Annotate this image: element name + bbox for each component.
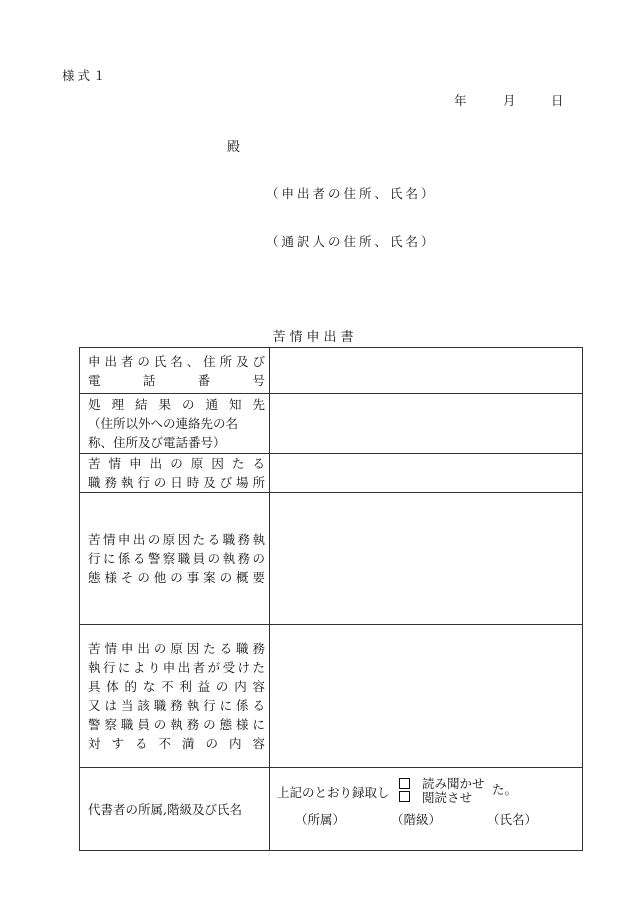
table-row <box>80 348 583 394</box>
label-line: 具体的な不利益の内容 <box>88 679 265 694</box>
label-line: 行に係る警察職員の執務の <box>88 551 265 566</box>
label-line: 称、住所及び電話番号） <box>88 435 226 450</box>
rank-label: （階級） <box>391 812 442 827</box>
label-line: （住所以外への連絡先の名 <box>88 416 239 431</box>
label-line: 職務執行の日時及び場所 <box>88 475 265 490</box>
label-incident-datetime-place <box>80 454 270 493</box>
record-suffix: た。 <box>492 782 518 797</box>
affiliation-label: （所属） <box>295 812 346 827</box>
scribe-info-cell <box>270 768 583 851</box>
label-scribe-info <box>80 768 270 851</box>
table-row <box>80 394 583 454</box>
applicant-address-name-label: （申出者の住所、氏名） <box>266 186 437 201</box>
label-line: 苦情申出の原因たる職務 <box>88 641 265 656</box>
read-aloud-checkbox[interactable] <box>399 778 410 789</box>
label-line: 又は当該職務執行に係る <box>88 698 265 713</box>
table-row <box>80 768 583 851</box>
form-number: 様式１ <box>62 68 109 83</box>
label-case-summary <box>80 493 270 625</box>
date-year-label: 年 <box>454 93 467 108</box>
table-row <box>80 625 583 768</box>
label-line: 態様その他の事案の概要 <box>88 570 265 585</box>
interpreter-address-name-label: （通訳人の住所、氏名） <box>266 234 437 249</box>
notification-address-field[interactable] <box>270 394 583 454</box>
document-title: 苦情申出書 <box>272 330 358 345</box>
label-notification-address <box>80 394 270 454</box>
scribe-content <box>270 768 582 850</box>
label-line: 代書者の所属,階級及び氏名 <box>88 801 242 817</box>
table-row <box>80 454 583 493</box>
label-line: 申出者の氏名、住所及び <box>88 353 265 369</box>
read-aloud-label: 読み聞かせ <box>422 776 485 791</box>
label-line: 処理結果の通知先 <box>88 397 265 412</box>
incident-datetime-place-field[interactable] <box>270 454 583 493</box>
case-summary-field[interactable] <box>270 493 583 625</box>
label-disadvantage-dissatisfaction <box>80 625 270 768</box>
label-line: 苦情申出の原因たる職務執 <box>88 532 265 547</box>
disadvantage-dissatisfaction-field[interactable] <box>270 625 583 768</box>
had-read-label: 閲読させ <box>422 790 473 805</box>
label-line: 警察職員の執務の態様に <box>88 717 265 732</box>
date-day-label: 日 <box>551 93 564 108</box>
complaint-table <box>79 347 583 851</box>
addressee-suffix: 殿 <box>227 140 241 155</box>
label-line: 執行により申出者が受けた <box>88 660 265 675</box>
date-month-label: 月 <box>503 93 516 108</box>
had-read-checkbox[interactable] <box>399 791 410 802</box>
label-line: 苦情申出の原因たる <box>88 456 265 471</box>
record-text: 上記のとおり録取し <box>277 785 390 800</box>
label-applicant-info <box>80 348 270 394</box>
label-line: 電 話 番 号 <box>88 372 265 388</box>
applicant-info-field[interactable] <box>270 348 583 394</box>
label-line: 対する不満の内容 <box>88 736 265 751</box>
name-label: （氏名） <box>487 812 538 827</box>
table-row <box>80 493 583 625</box>
